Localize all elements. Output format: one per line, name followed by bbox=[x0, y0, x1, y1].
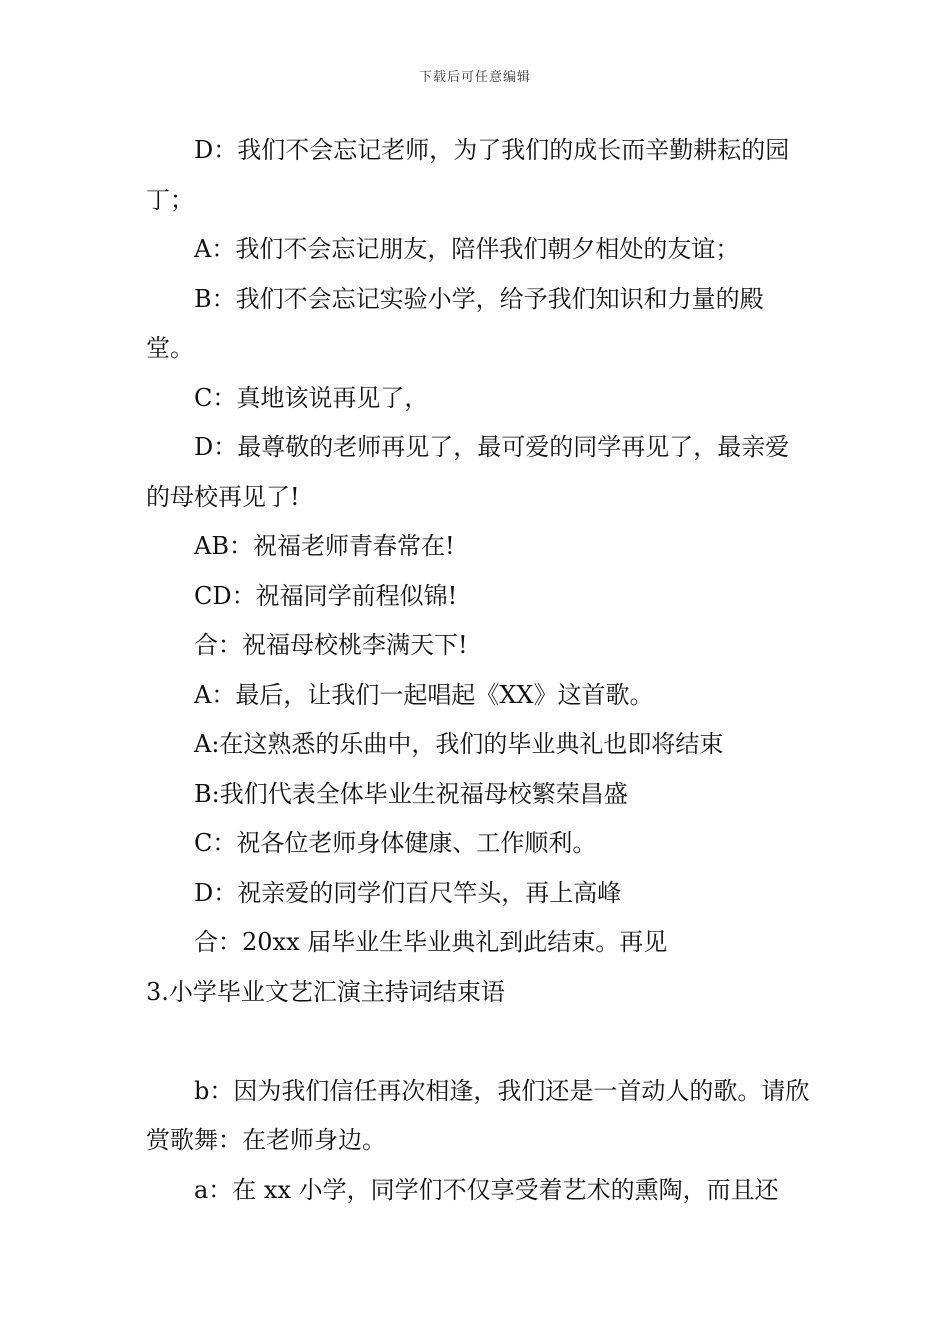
section-heading: 3.小学毕业文艺汇演主持词结束语 bbox=[146, 977, 505, 1006]
paragraph: D：祝亲爱的同学们百尺竿头，再上高峰 bbox=[194, 878, 622, 907]
paragraph: A：最后，让我们一起唱起《XX》这首歌。 bbox=[194, 680, 654, 709]
paragraph: A：我们不会忘记朋友，陪伴我们朝夕相处的友谊； bbox=[194, 235, 740, 263]
page-header: 下载后可任意编辑 bbox=[418, 70, 531, 85]
paragraph: D：最尊敬的老师再见了，最可爱的同学再见了，最亲爱的母校再见了! bbox=[146, 433, 790, 511]
blank-line bbox=[146, 1017, 810, 1067]
paragraph: AB：祝福老师青春常在! bbox=[194, 532, 455, 560]
paragraph: B:我们代表全体毕业生祝福母校繁荣昌盛 bbox=[194, 779, 628, 808]
paragraph: 合：祝福母校桃李满天下! bbox=[194, 631, 468, 659]
paragraph: B：我们不会忘记实验小学，给予我们知识和力量的殿堂。 bbox=[146, 284, 764, 362]
paragraph: C：祝各位老师身体健康、工作顺利。 bbox=[194, 829, 597, 857]
paragraph: C：真地该说再见了， bbox=[194, 383, 429, 412]
paragraph: 合：20xx 届毕业生毕业典礼到此结束。再见 bbox=[194, 928, 668, 956]
paragraph: A:在这熟悉的乐曲中，我们的毕业典礼也即将结束 bbox=[194, 730, 724, 758]
paragraph: b：因为我们信任再次相逢，我们还是一首动人的歌。请欣赏歌舞：在老师身边。 bbox=[146, 1076, 810, 1154]
paragraph: CD：祝福同学前程似锦! bbox=[194, 581, 458, 610]
document-body bbox=[146, 126, 810, 1215]
paragraph: D：我们不会忘记老师，为了我们的成长而辛勤耕耘的园丁； bbox=[146, 136, 790, 214]
paragraph: a：在 xx 小学，同学们不仅享受着艺术的熏陶，而且还 bbox=[194, 1175, 779, 1204]
